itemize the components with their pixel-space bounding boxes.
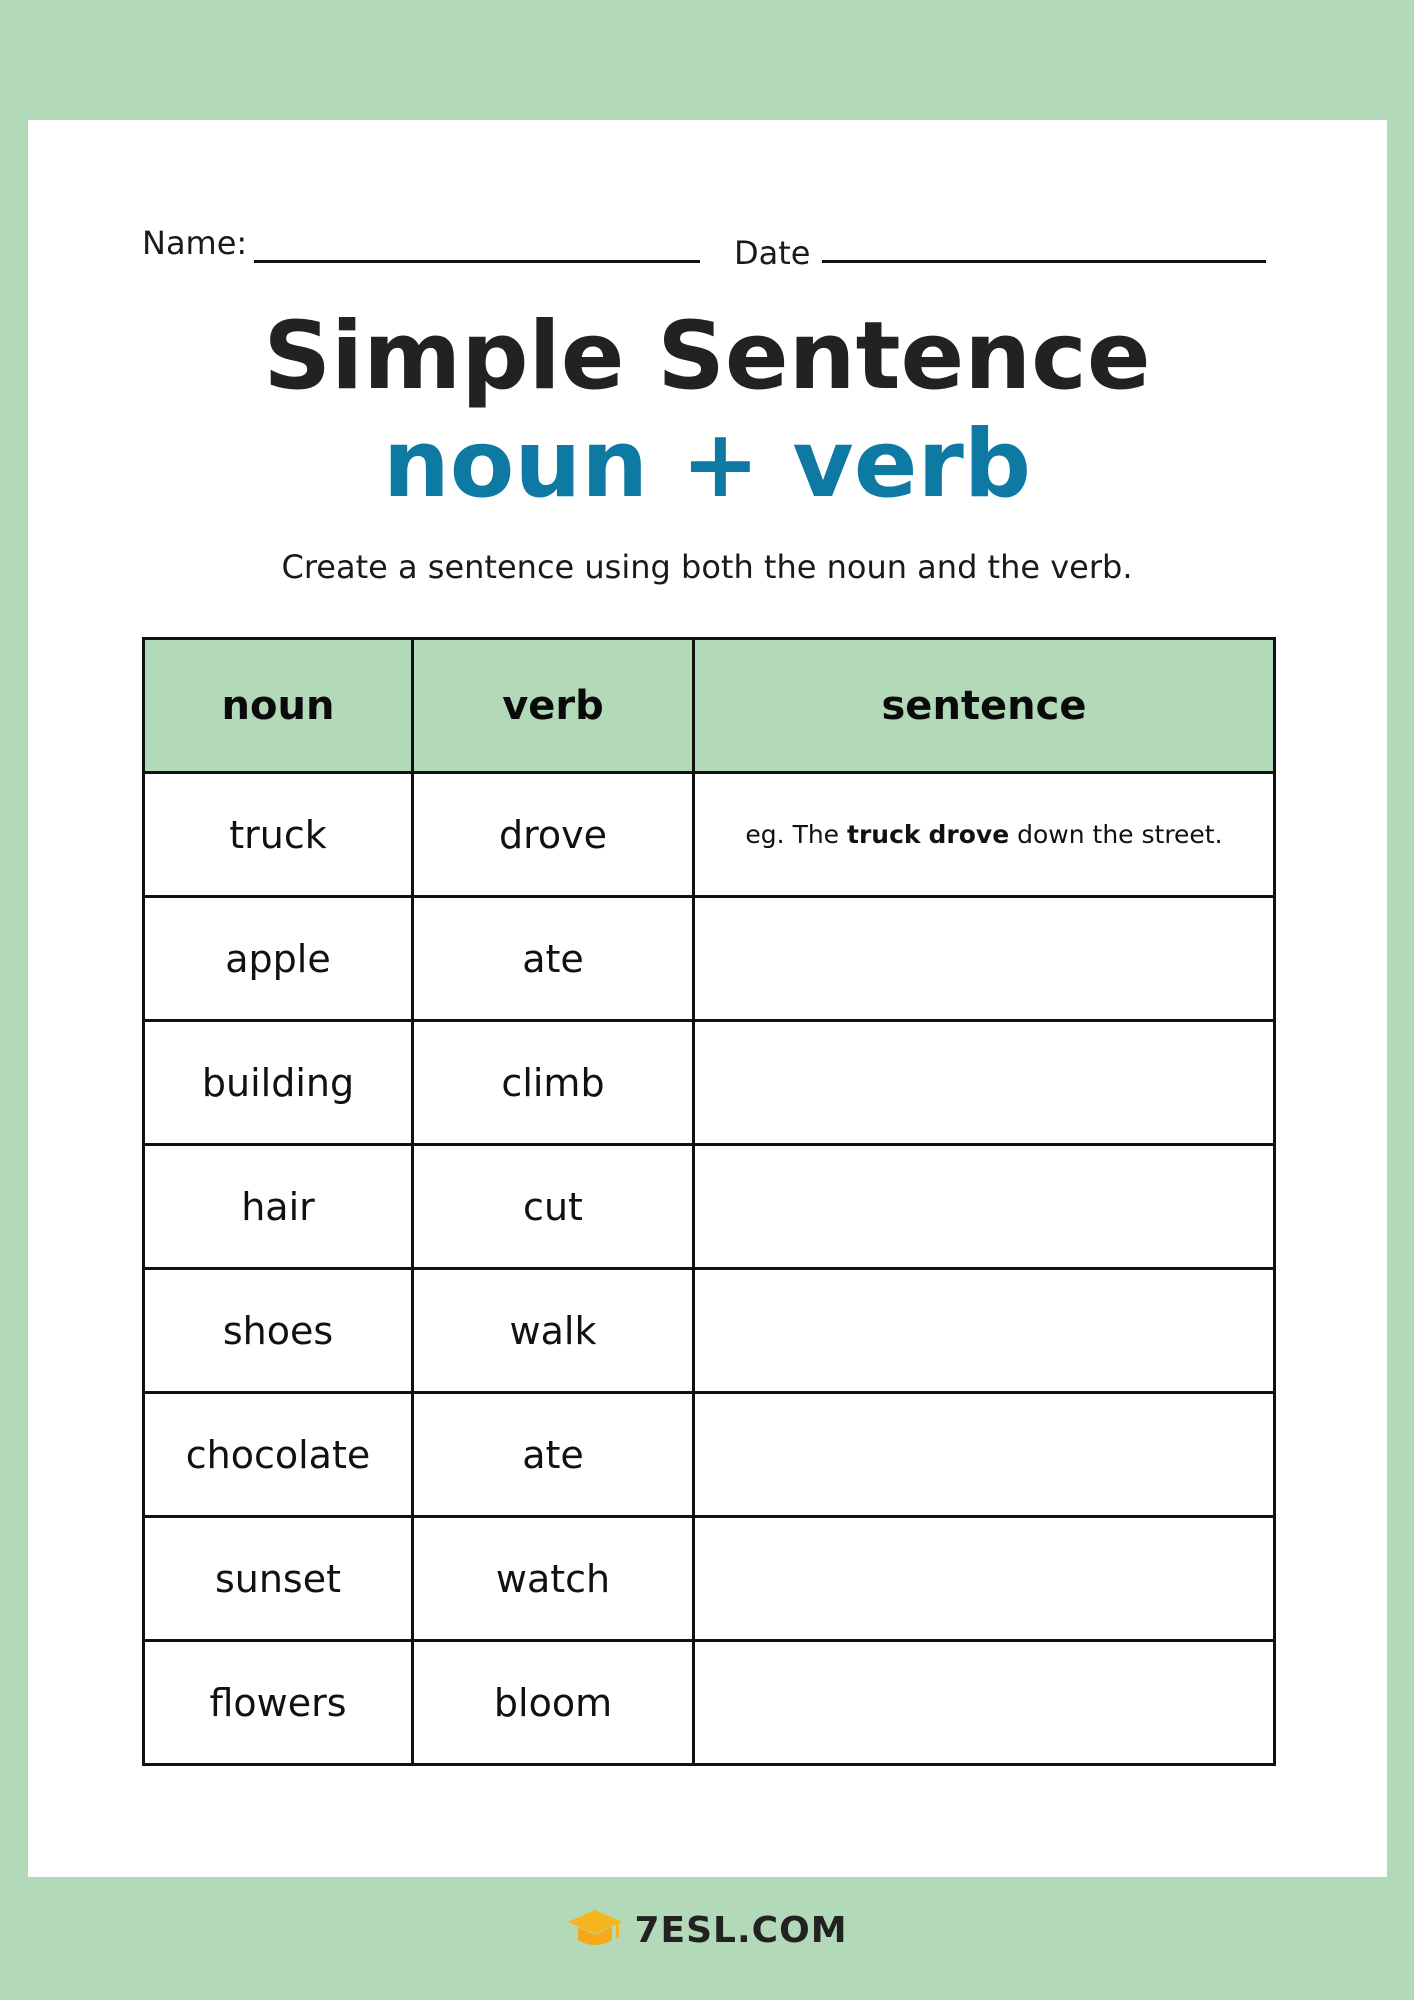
example-suffix: down the street. (1017, 820, 1223, 849)
example-sentence-cell (694, 773, 1275, 897)
example-noun: truck (847, 820, 921, 849)
table-row (144, 1393, 1275, 1517)
verb-cell: watch (413, 1517, 694, 1641)
page-title: Simple Sentence (263, 302, 1151, 411)
verb-cell: climb (413, 1021, 694, 1145)
noun-cell: apple (144, 897, 413, 1021)
verb-cell: cut (413, 1145, 694, 1269)
table-row (144, 773, 1275, 897)
date-input-line[interactable] (822, 260, 1266, 263)
graduation-cap-icon (566, 1908, 624, 1952)
example-prefix: eg. The (745, 820, 840, 849)
page-subtitle: noun + verb (382, 410, 1032, 519)
logo-text: 7ESL.COM (634, 1909, 848, 1951)
sentence-answer-cell[interactable] (694, 1641, 1275, 1765)
sentence-answer-cell[interactable] (694, 1269, 1275, 1393)
noun-cell: chocolate (144, 1393, 413, 1517)
exercise-table (142, 637, 1276, 1766)
sentence-answer-cell[interactable] (694, 1393, 1275, 1517)
noun-cell: flowers (144, 1641, 413, 1765)
sentence-answer-cell[interactable] (694, 897, 1275, 1021)
noun-cell: shoes (144, 1269, 413, 1393)
table-row (144, 897, 1275, 1021)
noun-cell: building (144, 1021, 413, 1145)
noun-cell: sunset (144, 1517, 413, 1641)
column-header-noun: noun (144, 639, 413, 773)
name-label: Name: (142, 224, 248, 262)
instructions-text: Create a sentence using both the noun and the verb. (281, 548, 1133, 586)
column-header-verb: verb (413, 639, 694, 773)
date-label: Date (734, 234, 811, 272)
column-header-sentence: sentence (694, 639, 1275, 773)
verb-cell: ate (413, 1393, 694, 1517)
name-input-line[interactable] (254, 260, 700, 263)
table-row (144, 1021, 1275, 1145)
table-row (144, 1517, 1275, 1641)
table-row (144, 1641, 1275, 1765)
table-row (144, 1269, 1275, 1393)
verb-cell: drove (413, 773, 694, 897)
verb-cell: bloom (413, 1641, 694, 1765)
table-header-row (144, 639, 1275, 773)
sentence-answer-cell[interactable] (694, 1517, 1275, 1641)
verb-cell: walk (413, 1269, 694, 1393)
footer (0, 1908, 1414, 1956)
noun-cell: truck (144, 773, 413, 897)
verb-cell: ate (413, 897, 694, 1021)
sentence-answer-cell[interactable] (694, 1145, 1275, 1269)
example-verb: drove (928, 820, 1010, 849)
sentence-answer-cell[interactable] (694, 1021, 1275, 1145)
table-row (144, 1145, 1275, 1269)
brand-logo[interactable] (566, 1908, 847, 1952)
noun-cell: hair (144, 1145, 413, 1269)
